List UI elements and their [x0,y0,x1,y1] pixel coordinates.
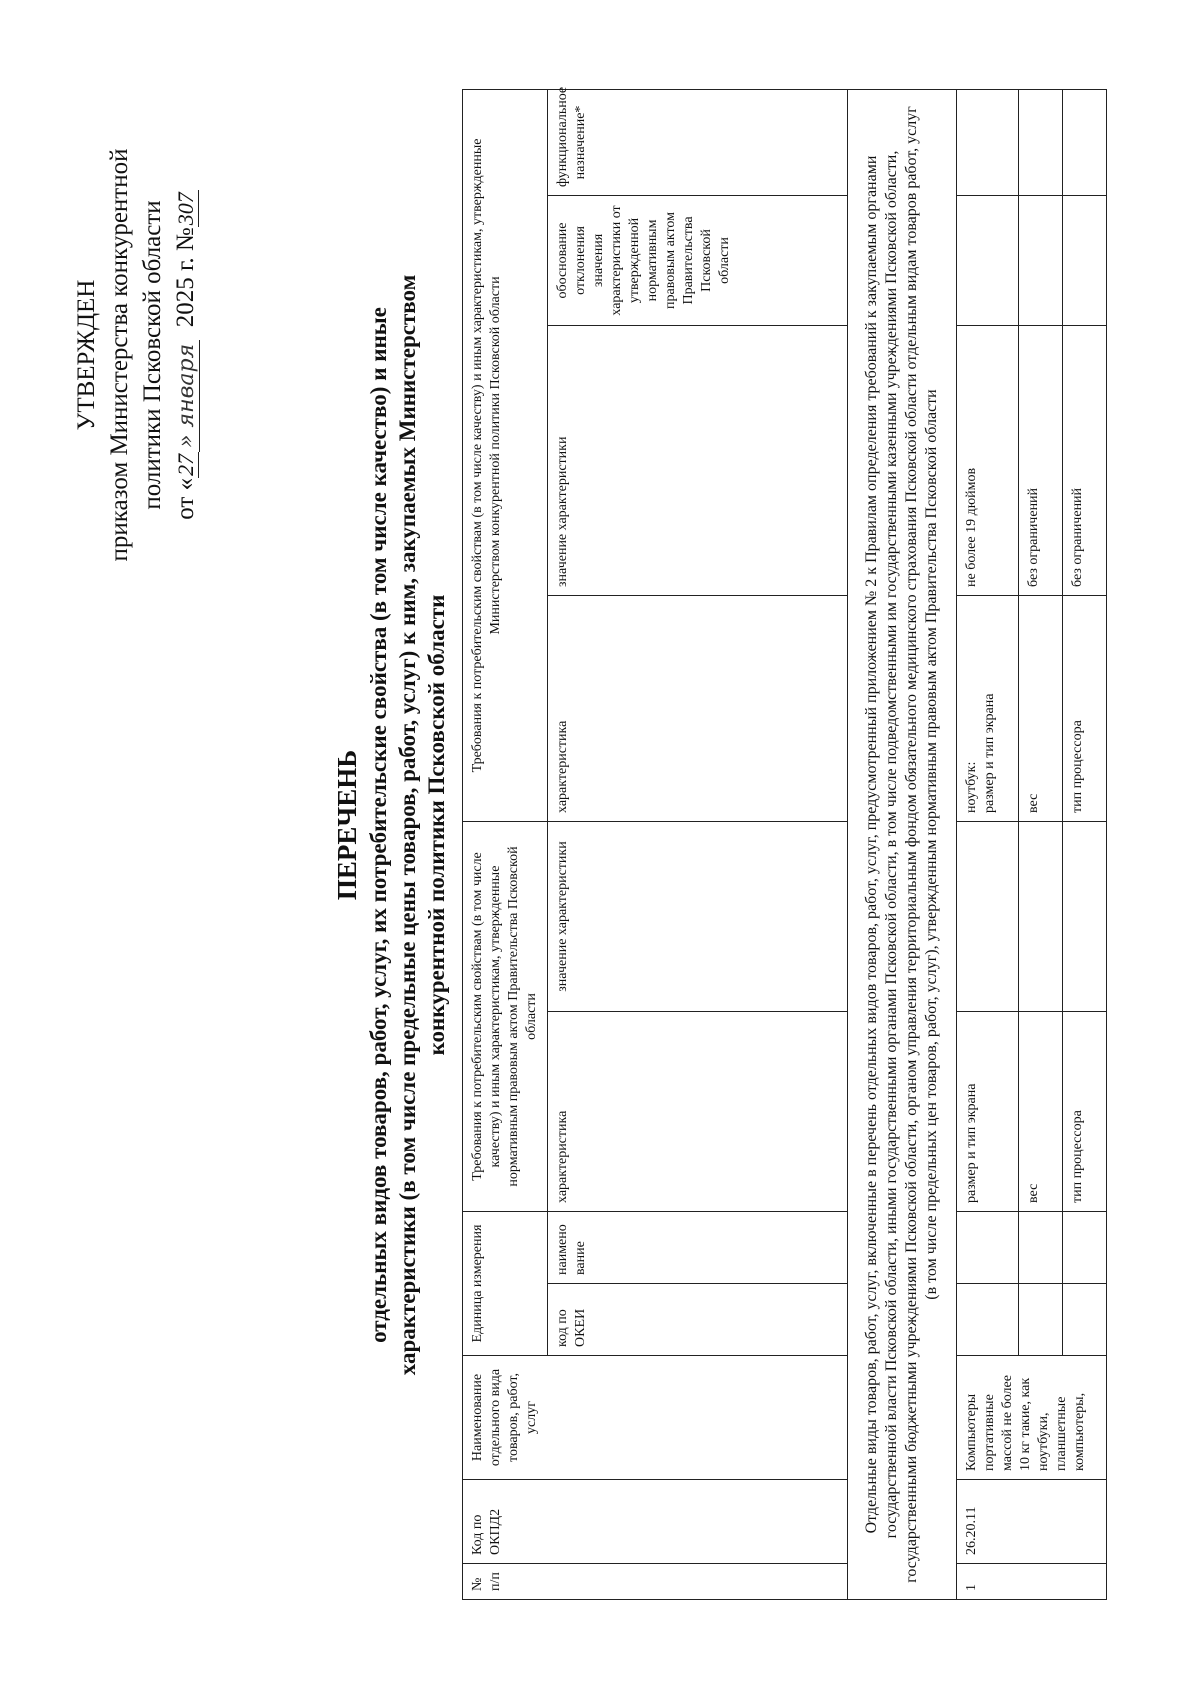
header-row-1 [463,89,548,1599]
header-unit-name: наимено вание [548,1212,848,1284]
row-min-val: без ограничений [1019,325,1063,595]
min-char-label: размер и тип экрана [982,693,997,813]
row-gov-val [957,821,1019,1011]
document-title [330,115,451,1535]
row-unit-name [957,1212,1019,1284]
row-gov-val [1019,821,1063,1011]
row-min-val: без ограничений [1063,325,1107,595]
row-min-char: вес [1019,595,1063,821]
row-min-just [1063,195,1107,325]
header-min-just: обоснование отклонения значения характеристики от утвержденной нормативным правовым актом Правительства Псковской области [548,195,848,325]
row-min-func [957,89,1019,195]
header-gov-val: значение характеристики [548,821,848,1011]
header-gov-req: Требования к потребительским свойствам (в том числе качеству) и иным характеристикам, утвержденные нормативным правовым актом Правительства Псковской области [463,821,548,1211]
approval-block [70,85,203,625]
row-min-func [1019,89,1063,195]
row-okpd: 26.20.11 [957,1480,1107,1564]
title-line-3: конкурентной политики Псковской области [424,594,449,1056]
date-suffix: г. № [172,227,199,278]
row-min-char [957,595,1019,821]
row-unit-code [1019,1284,1063,1356]
header-unit-code: код по ОКЕИ [548,1284,848,1356]
row-name: Компьютеры портативные массой не более 10 кг такие, как ноутбуки, планшетные компьютеры, [957,1356,1107,1480]
row-unit-name [1019,1212,1063,1284]
row-gov-char: вес [1019,1012,1063,1212]
header-min-val: значение характеристики [548,325,848,595]
row-num: 1 [957,1564,1107,1600]
row-min-just [1019,195,1063,325]
title-line-1: отдельных видов товаров, работ, услуг, их потребительские свойства (в том числе качество) и иные [366,307,391,1343]
table-row [957,89,1019,1599]
order-number: 307 [173,192,198,226]
approval-line-order: приказом Министерства конкурентной [106,148,133,562]
header-okpd: Код по ОКПД2 [463,1480,848,1564]
header-min-req: Требования к потребительским свойствам (в том числе качеству) и иным характеристикам, утвержденные Министерством конкурентной политики Псковской области [463,89,548,821]
row-min-val: не более 19 дюймов [957,325,1019,595]
header-num: № п/п [463,1564,848,1600]
row-gov-char: тип процессора [1063,1012,1107,1212]
intro-text: Отдельные виды товаров, работ, услуг, включенные в перечень отдельных видов товаров, работ, услуг, предусмотренный приложением № 2 к Правилам определения требований к закупаемым органами государственной власти Псковской области, иными государственными органами Псковской области, в том числе подведомственными им государственными казенными учреждениями Псковской области, государственными бюджетными учреждениями Псковской области, органом управления территориальным фондом обязательного медицинского страхования Псковской области отдельным видам товаров работ, услуг (в том числе предельных цен товаров, работ, услуг), утвержденным нормативным правовым актом Правительства Псковской области [848,89,957,1599]
row-min-func [1063,89,1107,195]
row-gov-val [1063,821,1107,1011]
requirements-table [462,86,1107,1600]
approval-heading: УТВЕРЖДЕН [73,279,100,431]
date-day: 27 [173,453,198,476]
title-line-2: характеристики (в том числе предельные цены товаров, работ, услуг) к ним, закупаемых Министерством [395,274,420,1376]
row-min-char: тип процессора [1063,595,1107,821]
intro-row [848,89,957,1599]
date-prefix: от « [172,477,199,520]
header-min-func: функциональное назначение* [548,89,848,195]
approval-line-ministry: политики Псковской области [139,200,166,510]
date-month: » января [174,340,200,452]
approval-date-line [169,85,203,625]
header-gov-char: характеристика [548,1012,848,1212]
row-unit-code [957,1284,1019,1356]
header-min-char: характеристика [548,595,848,821]
row-min-just [957,195,1019,325]
date-year: 2025 [172,277,199,328]
row-gov-char: размер и тип экрана [957,1012,1019,1212]
header-unit: Единица измерения [463,1212,548,1356]
row-unit-name [1063,1212,1107,1284]
min-char-category: ноутбук: [964,761,979,813]
header-name: Наименование отдельного вида товаров, работ, услуг [463,1356,848,1480]
row-unit-code [1063,1284,1107,1356]
title-main: ПЕРЕЧЕНЬ [332,749,362,901]
